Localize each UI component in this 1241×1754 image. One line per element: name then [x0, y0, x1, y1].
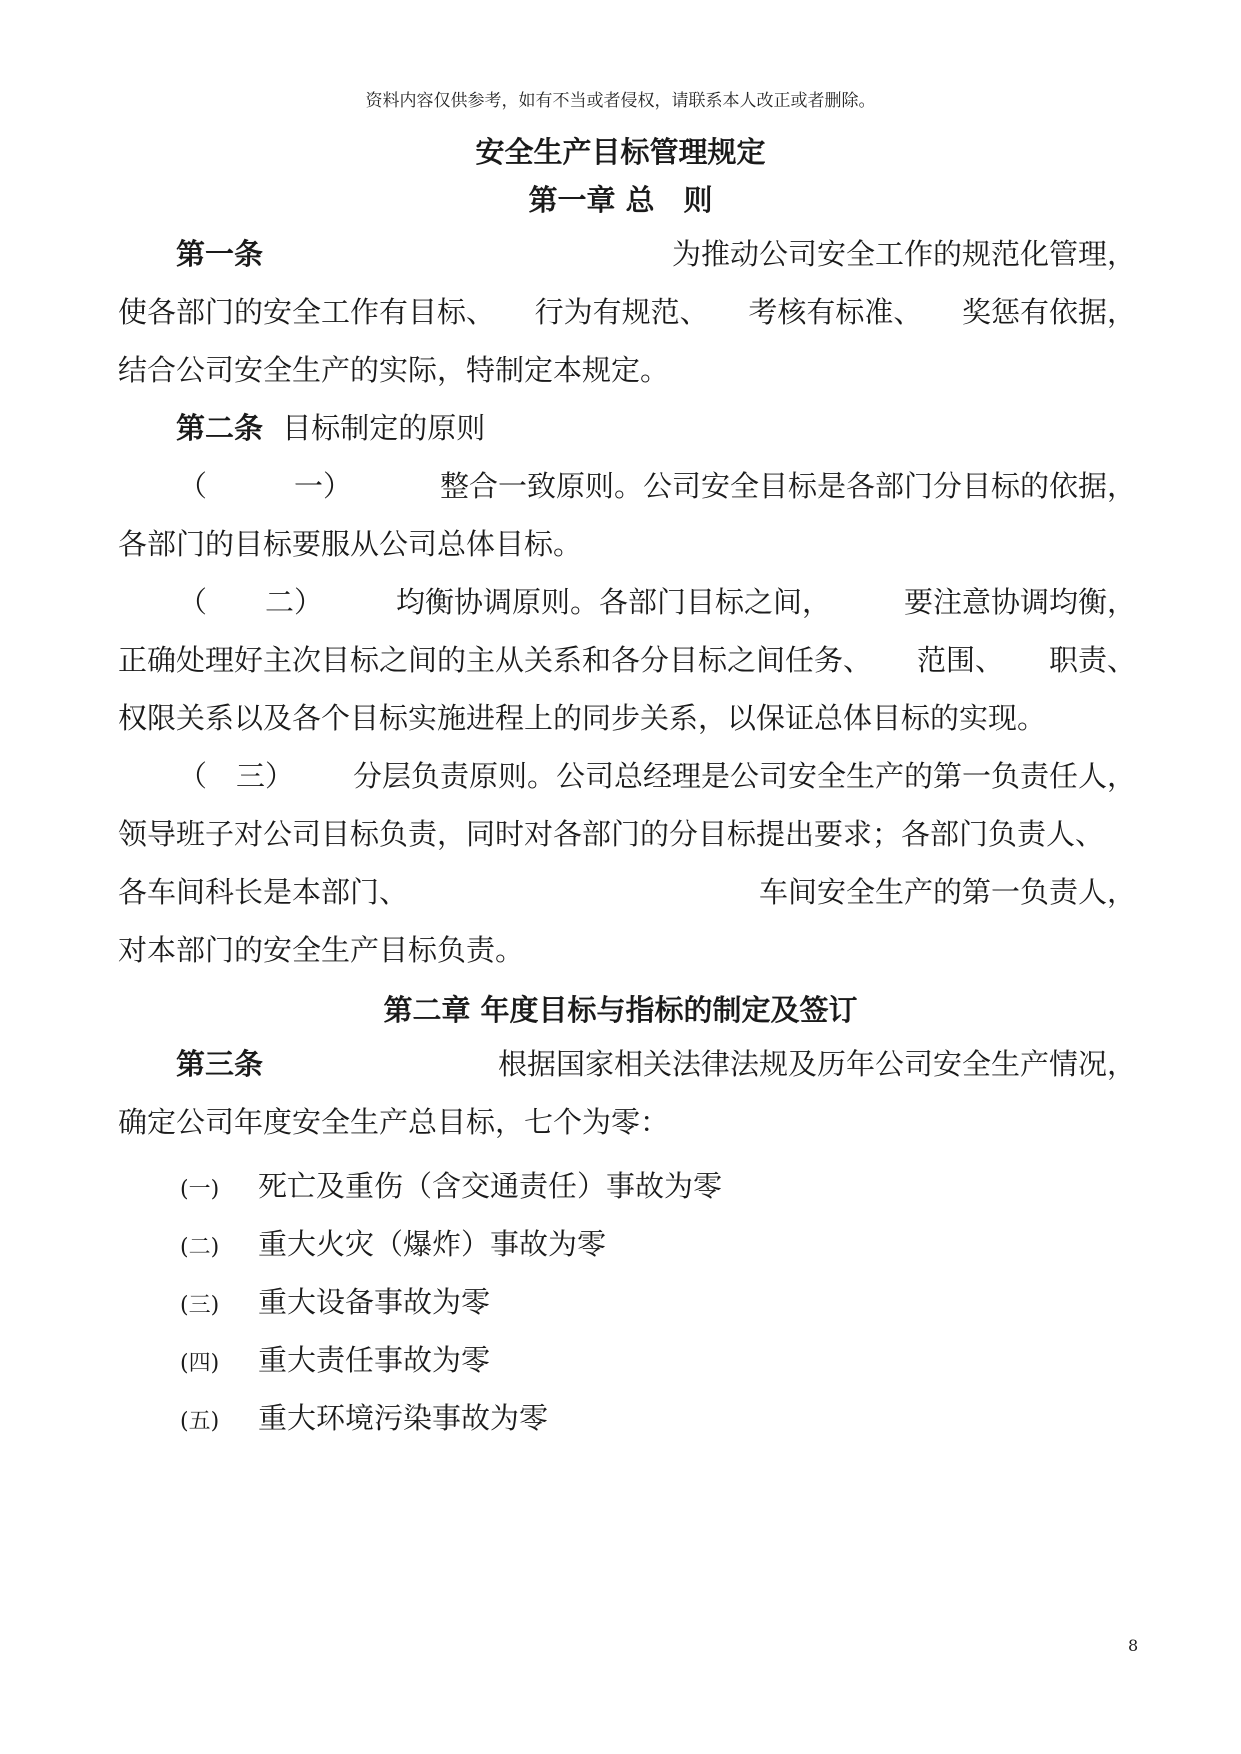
- text-segment: 职责、: [1048, 643, 1136, 677]
- article-3-label: 第三条: [176, 1047, 264, 1081]
- article-1-text: 为推动公司安全工作的规范化管理，: [671, 237, 1136, 271]
- list-item: [180, 1164, 722, 1205]
- principle-3-line-3: [118, 874, 1136, 910]
- principle-3-line-2: 领导班子对公司目标负责，同时对各部门的分目标提出要求；各部门负责人、: [118, 817, 1105, 851]
- principle-1-line-2: 各部门的目标要服从公司总体目标。: [118, 527, 583, 561]
- chapter-2-heading: 第二章 年度目标与指标的制定及签订: [383, 993, 858, 1027]
- text-segment: 各车间科长是本部门、: [118, 875, 409, 909]
- article-1-label: 第一条: [176, 237, 264, 271]
- list-item-text: 重大责任事故为零: [258, 1343, 491, 1377]
- text-segment: 考核有标准、: [748, 295, 923, 329]
- list-item-number: (四): [180, 1351, 220, 1376]
- article-2-heading: [176, 410, 1194, 446]
- principle-2-line-2: [118, 642, 1136, 678]
- disclaimer-notice: 资料内容仅供参考，如有不当或者侵权，请联系本人改正或者删除。: [365, 91, 876, 111]
- list-item-text: 重大环境污染事故为零: [258, 1401, 549, 1435]
- text-segment: 奖惩有依据，: [961, 295, 1136, 329]
- list-item-text: 重大设备事故为零: [258, 1285, 491, 1319]
- principle-3-text: 分层负责原则。公司总经理是公司安全生产的第一负责任人，: [352, 759, 1136, 793]
- text-segment: 范围、: [916, 643, 1004, 677]
- text-segment: 正确处理好主次目标之间的主从关系和各分目标之间任务、: [118, 643, 873, 677]
- principle-2-line-1: [118, 584, 1136, 620]
- page-number: 8: [1128, 1636, 1139, 1655]
- list-item-number: (一): [180, 1177, 220, 1202]
- text-segment: 车间安全生产的第一负责人，: [758, 875, 1136, 909]
- principle-2-line-3: 权限关系以及各个目标实施进程上的同步关系，以保证总体目标的实现。: [118, 701, 1047, 735]
- article-2-label: 第二条: [176, 411, 264, 445]
- article-2-title: 目标制定的原则: [282, 411, 486, 445]
- principle-1-number: （ 一）: [178, 469, 353, 503]
- principle-1-line-1: [118, 468, 1136, 504]
- list-item-text: 重大火灾（爆炸）事故为零: [258, 1227, 607, 1261]
- list-item-number: (三): [180, 1293, 220, 1318]
- list-item-text: 死亡及重伤（含交通责任）事故为零: [258, 1169, 723, 1203]
- document-title: 安全生产目标管理规定: [475, 135, 766, 169]
- article-1-line-2: [118, 294, 1136, 330]
- article-3-text: 根据国家相关法律法规及历年公司安全生产情况，: [497, 1047, 1136, 1081]
- principle-2-number: （ 二）: [178, 585, 324, 619]
- text-segment: 均衡协调原则。各部门目标之间，: [395, 585, 831, 619]
- article-1-line-1: [118, 236, 1136, 272]
- article-3-line-2: 确定公司年度安全生产总目标，七个为零：: [118, 1105, 670, 1139]
- list-item: [180, 1338, 490, 1379]
- principle-1-text: 整合一致原则。公司安全目标是各部门分目标的依据，: [439, 469, 1136, 503]
- list-item-number: (二): [180, 1235, 220, 1260]
- principle-3-line-4: 对本部门的安全生产目标负责。: [118, 933, 525, 967]
- chapter-1-heading: 第一章 总 则: [528, 183, 713, 217]
- list-item-number: (五): [180, 1409, 220, 1434]
- list-item: [180, 1396, 548, 1437]
- text-segment: 行为有规范、: [534, 295, 709, 329]
- list-item: [180, 1280, 490, 1321]
- principle-3-number: （ 三）: [178, 759, 295, 793]
- text-segment: 使各部门的安全工作有目标、: [118, 295, 496, 329]
- article-1-line-3: 结合公司安全生产的实际，特制定本规定。: [118, 353, 670, 387]
- principle-3-line-1: [118, 758, 1136, 794]
- article-3-line-1: [118, 1046, 1136, 1082]
- list-item: [180, 1222, 606, 1263]
- text-segment: 要注意协调均衡，: [903, 585, 1136, 619]
